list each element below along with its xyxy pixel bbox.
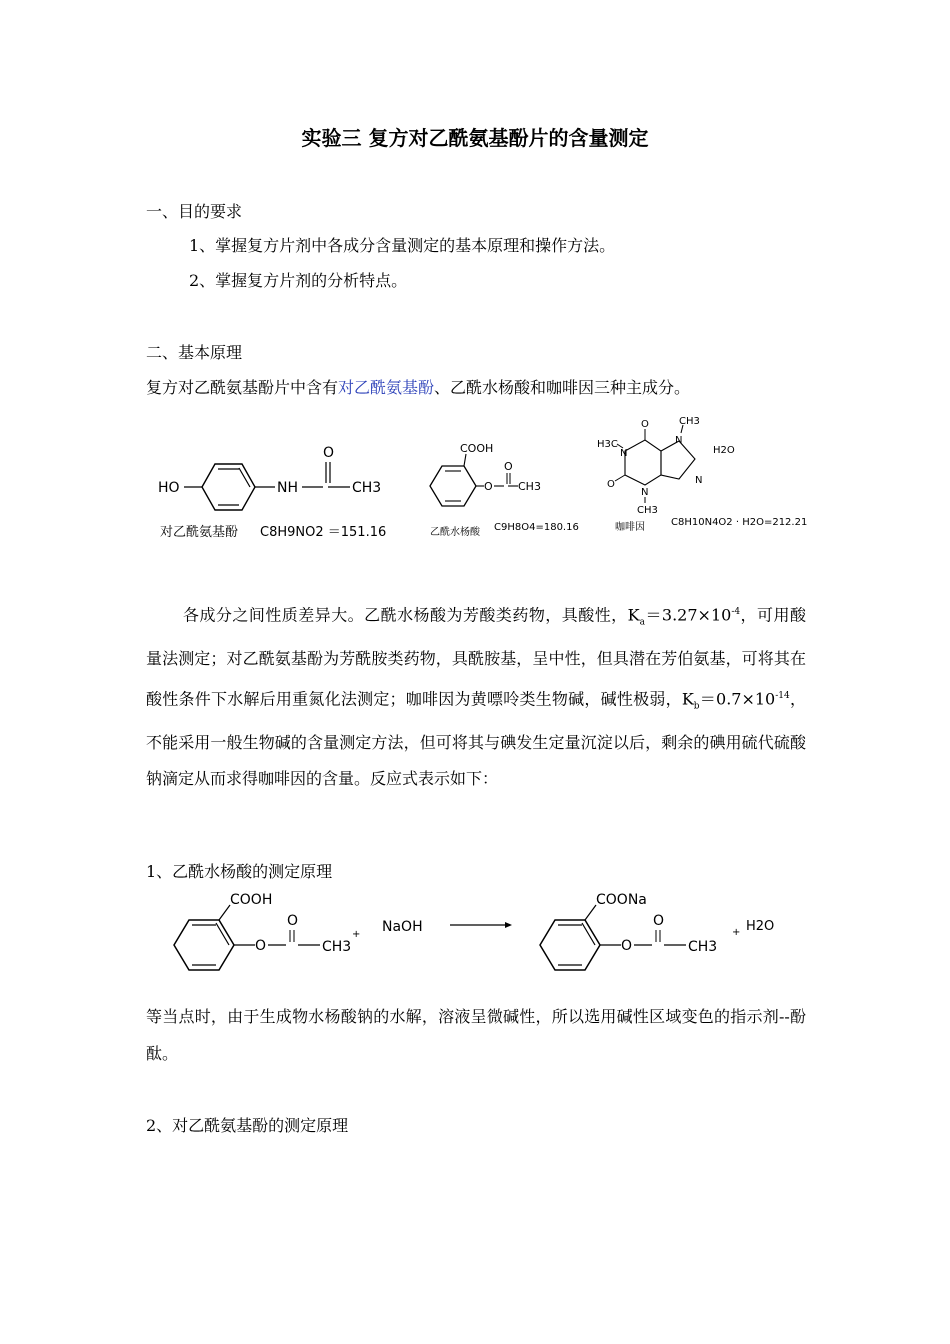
product-ch3-label: CH3 bbox=[688, 939, 718, 955]
kb-value: ＝0.7×10 bbox=[699, 688, 776, 708]
reactant-ch3-label: CH3 bbox=[322, 939, 352, 955]
caffeine-o-left-label: O bbox=[607, 479, 615, 490]
paracetamol-nh-label: NH bbox=[277, 480, 298, 496]
para-text-2: ，可用酸量法测定；对乙酰氨基酚为芳酰胺类药物，具酰胺基，呈中性，但具潜在芳伯氨基，可将其在酸性条件下水解后用重氮化法测定；咖啡因为黄嘌呤类生物碱，碱性极弱，K bbox=[146, 605, 806, 708]
objective-item-2: 2、掌握复方片剂的分析特点。 bbox=[189, 271, 408, 290]
intro-text-before: 复方对乙酰氨基酚片中含有 bbox=[146, 378, 339, 397]
paracetamol-caption: 对乙酰氨基酚 bbox=[160, 525, 239, 540]
aspirin-caption: 乙酰水杨酸 bbox=[430, 527, 480, 538]
para-text-1: 各成分之间性质差异大。乙酰水杨酸为芳酸类药物，具酸性，K bbox=[183, 605, 640, 625]
reactant-o-carbonyl-label: O bbox=[287, 913, 299, 929]
paracetamol-link[interactable]: 对乙酰氨基酚 bbox=[338, 378, 435, 397]
aspirin-structure bbox=[420, 440, 590, 540]
aspirin-o-carbonyl-label: O bbox=[504, 460, 513, 473]
caffeine-caption: 咖啡因 bbox=[615, 522, 645, 533]
paracetamol-ch3-label: CH3 bbox=[352, 480, 382, 496]
aspirin-formula: C9H8O4=180.16 bbox=[494, 522, 579, 533]
kb-subscript: b bbox=[693, 701, 700, 712]
aspirin-cooh-label: COOH bbox=[460, 442, 494, 455]
caffeine-structure bbox=[595, 415, 815, 540]
caffeine-h3c-label: H3C bbox=[597, 439, 618, 450]
naoh-label: NaOH bbox=[382, 919, 423, 935]
product-o-carbonyl-label: O bbox=[653, 913, 665, 929]
intro-text-after: 、乙酰水杨酸和咖啡因三种主成分。 bbox=[434, 378, 691, 397]
caffeine-n1-label: N bbox=[620, 448, 628, 459]
para-text-3: ，不能采用一般生物碱的含量测定方法，但可将其与碘发生定量沉淀以后，剩余的碘用硫代硫酸钠滴定从而求得咖啡因的含量。反应式表示如下： bbox=[146, 688, 806, 789]
caffeine-n3-label: N bbox=[641, 487, 649, 498]
section1-heading: 一、目的要求 bbox=[146, 202, 243, 221]
reaction-plus-1: + bbox=[352, 929, 361, 940]
caffeine-o-top-label: O bbox=[641, 419, 649, 430]
caffeine-ch3-bottom-label: CH3 bbox=[637, 505, 658, 516]
ka-exponent: -4 bbox=[731, 607, 741, 617]
product-coona-label: COONa bbox=[596, 892, 647, 908]
aspirin-ch3-label: CH3 bbox=[518, 480, 541, 493]
section2-heading: 二、基本原理 bbox=[146, 343, 243, 362]
objective-item-1: 1、掌握复方片剂中各成分含量测定的基本原理和操作方法。 bbox=[189, 236, 616, 255]
paracetamol-formula: C8H9NO2 ＝151.16 bbox=[260, 525, 387, 540]
paracetamol-ho-label: HO bbox=[158, 480, 180, 496]
caffeine-n9-label: N bbox=[695, 475, 703, 486]
caffeine-formula: C8H10N4O2 · H2O=212.21 bbox=[671, 517, 808, 528]
product-h2o-label: H2O bbox=[746, 919, 775, 934]
endpoint-paragraph: 等当点时，由于生成物水杨酸钠的水解，溶液呈微碱性，所以选用碱性区域变色的指示剂--酚酞。 bbox=[146, 1007, 806, 1063]
product-o-ester-label: O bbox=[621, 938, 633, 954]
caffeine-h2o-label: H2O bbox=[713, 445, 735, 456]
ka-value: ＝3.27×10 bbox=[644, 605, 732, 625]
caffeine-ch3-top-label: CH3 bbox=[679, 416, 700, 427]
paracetamol-structure bbox=[150, 440, 410, 550]
caffeine-n7-label: N bbox=[675, 435, 683, 446]
page-title: 实验三 复方对乙酰氨基酚片的含量测定 bbox=[301, 126, 649, 150]
aspirin-o-ester-label: O bbox=[484, 480, 493, 493]
reactant-o-ester-label: O bbox=[255, 938, 267, 954]
aspirin-reaction-scheme bbox=[160, 885, 800, 985]
reaction-plus-2: + bbox=[732, 927, 741, 938]
properties-paragraph bbox=[146, 594, 806, 798]
kb-exponent: -14 bbox=[775, 690, 790, 701]
section2-intro bbox=[146, 375, 690, 398]
reactant-cooh-label: COOH bbox=[230, 892, 273, 908]
paracetamol-o-label: O bbox=[323, 445, 335, 461]
ka-subscript: a bbox=[639, 617, 645, 628]
subsection1-heading: 1、乙酰水杨酸的测定原理 bbox=[146, 862, 333, 881]
subsection2-heading: 2、对乙酰氨基酚的测定原理 bbox=[146, 1116, 349, 1135]
